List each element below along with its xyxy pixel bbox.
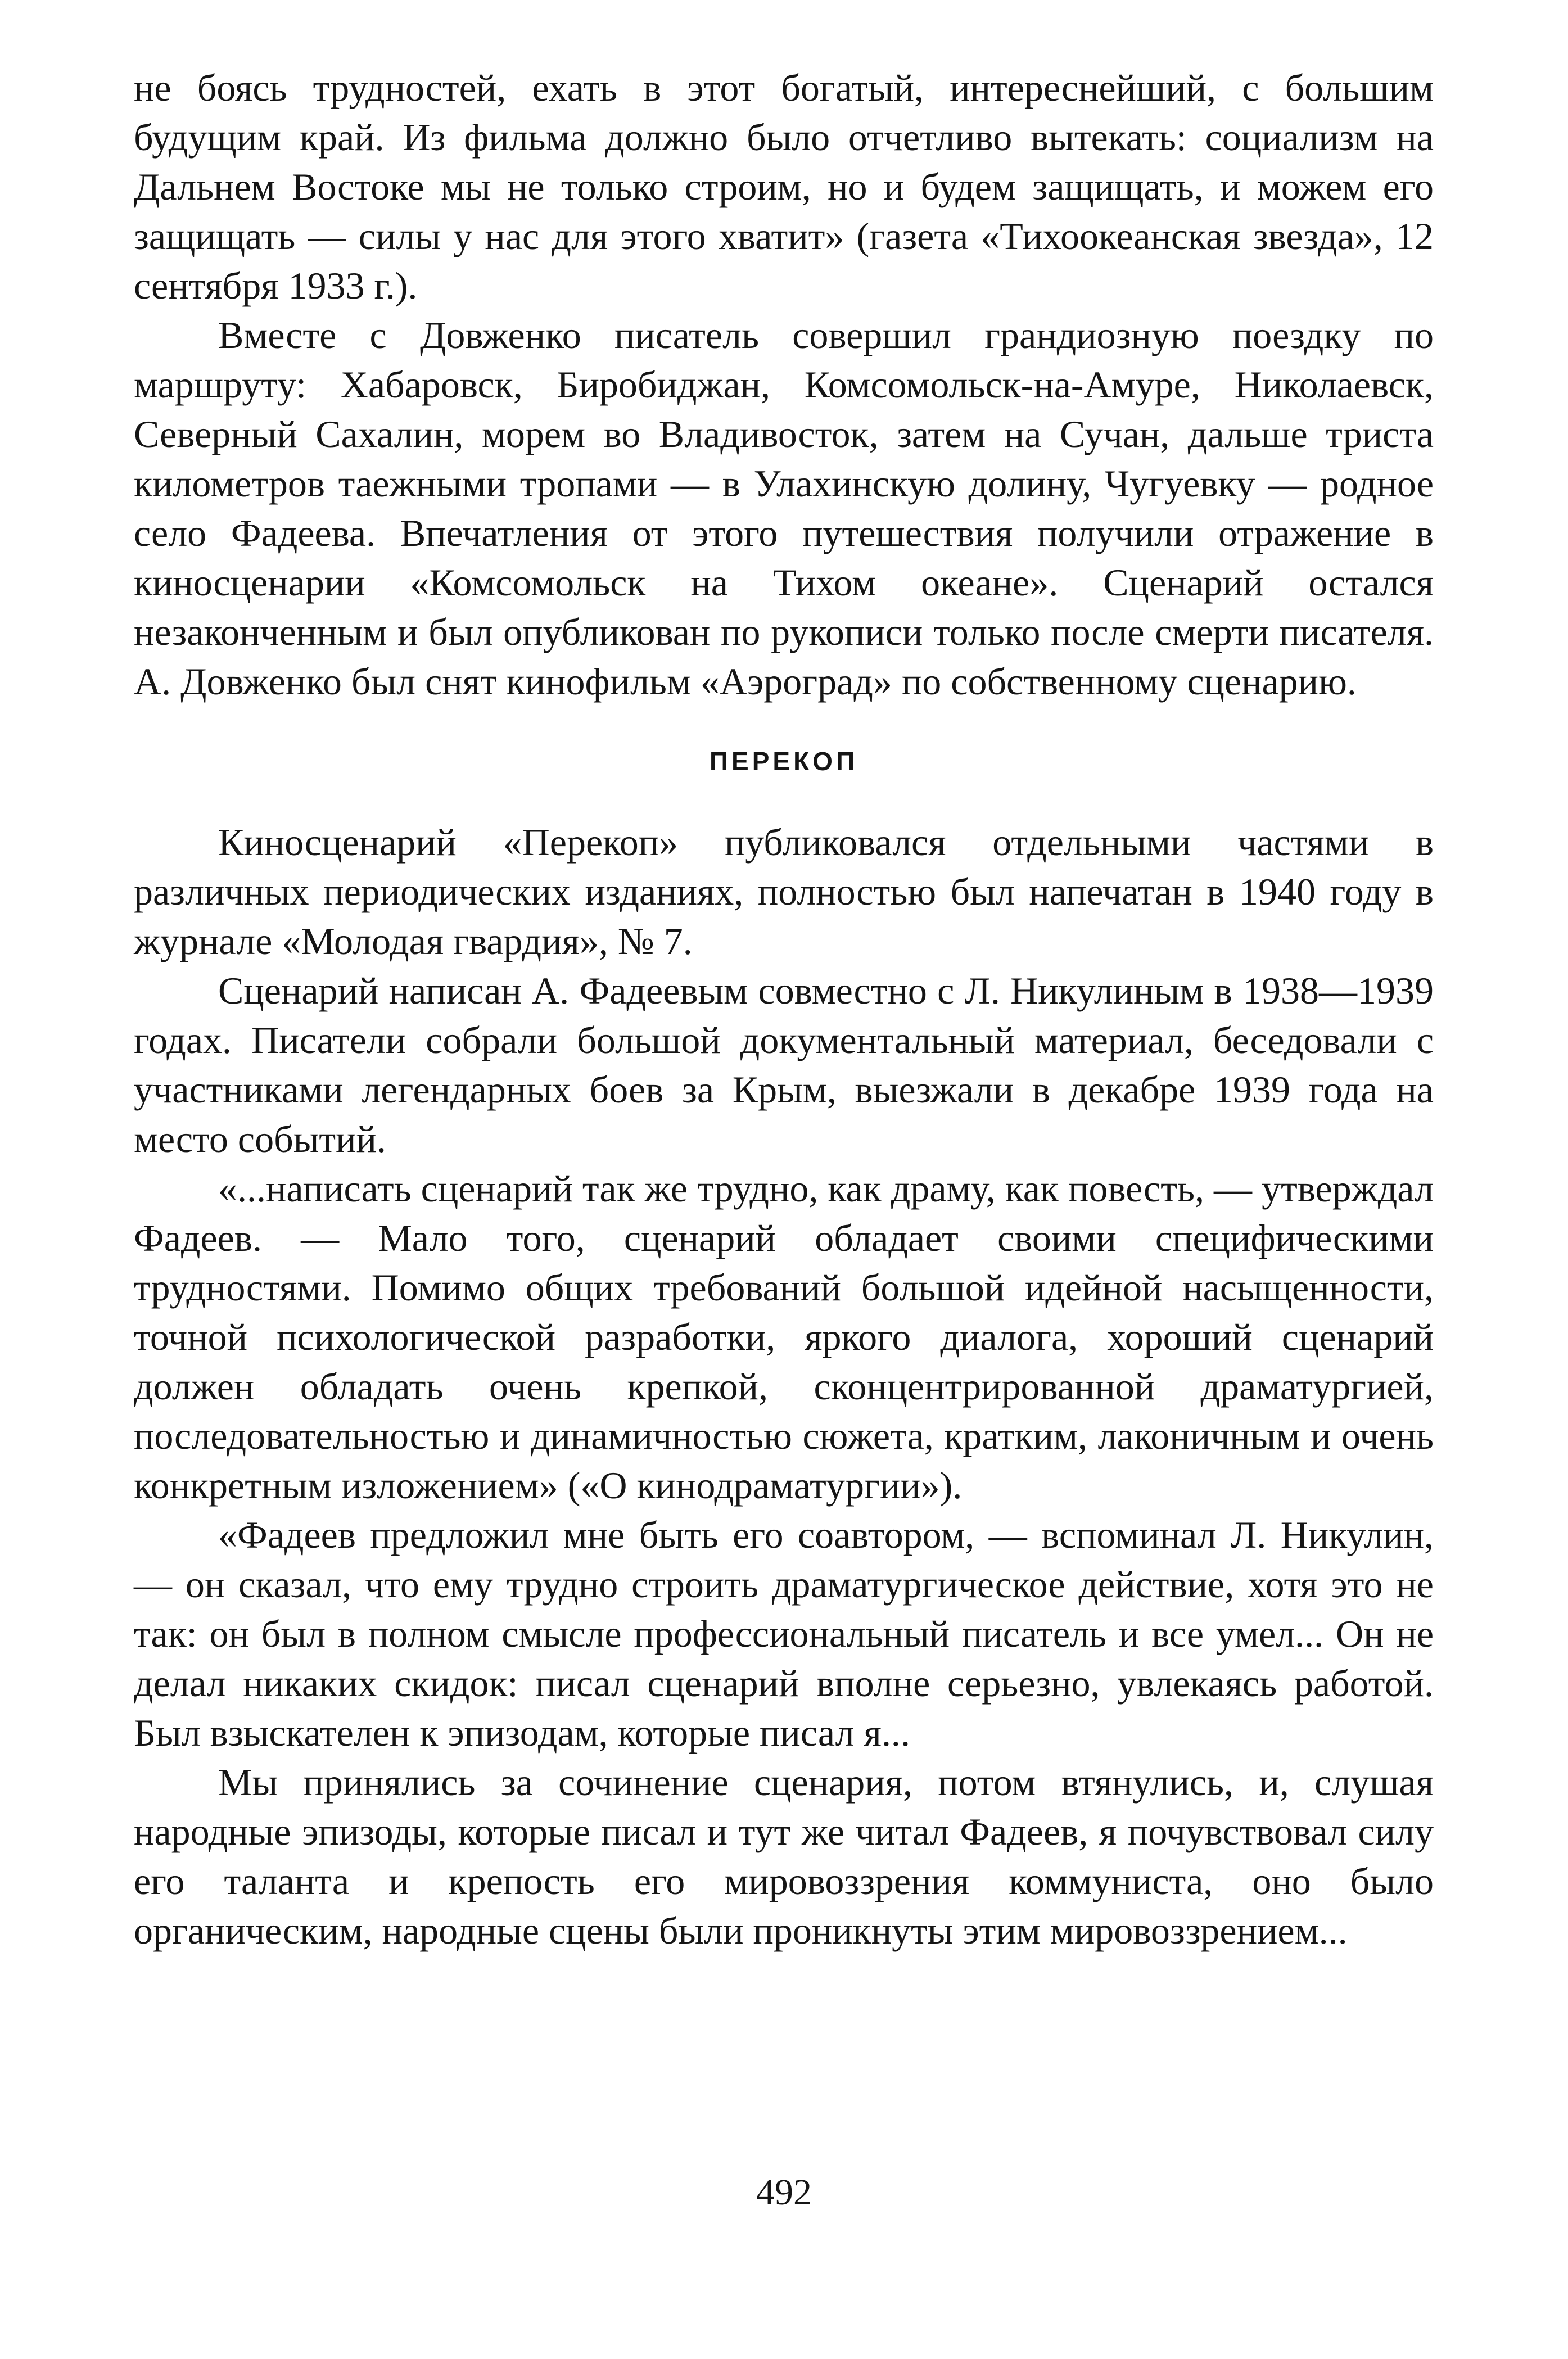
page-number: 492 [756, 2172, 812, 2213]
paragraph-publication: Киносценарий «Перекоп» публиковался отдельными частями в различных периодических изданиях, полностью был напечатан в 1940 году в журнале «Молодая гвардия», № 7. [134, 821, 1434, 962]
paragraph-continuation: не боясь трудностей, ехать в этот богатый, интереснейший, с большим будущим край. Из фильма должно было отчетливо вытекать: социализм на Дальнем Востоке мы не только строим, но и будем защищать, и можем его защищать — силы у нас для этого хватит» (газета «Тихоокеанская звезда», 12 сентября 1933 г.). [134, 66, 1434, 307]
paragraph-coauthors: Сценарий написан А. Фадеевым совместно с Л. Никулиным в 1938—1939 годах. Писатели собрали большой документальный материал, беседовали с участниками легендарных боев за Крым, выезжали в декабре 1939 года на место событий. [134, 969, 1434, 1160]
section-heading: ПЕРЕКОП [709, 747, 858, 776]
paragraph-nikulin-memoir-continued: Мы принялись за сочинение сценария, потом втянулись, и, слушая народные эпизоды, которые писал и тут же читал Фадеев, я почувствовал силу его таланта и крепость его мировоззрения коммуниста, оно было органическим, народные сцены были проникнуты этим мировоззрением... [134, 1761, 1434, 1952]
paragraph-fadeev-quote: «...написать сценарий так же трудно, как драму, как повесть, — утверждал Фадеев. — Мало того, сценарий обладает своими специфическими трудностями. Помимо общих требований большой идейной насыщенности, точной психологической разработки, яркого диалога, хороший сценарий должен обладать очень крепкой, сконцентрированной драматургией, последовательностью и динамичностью сюжета, кратким, лаконичным и очень конкретным изложением» («О кинодраматургии»). [134, 1167, 1434, 1507]
paragraph-nikulin-memoir: «Фадеев предложил мне быть его соавтором, — вспоминал Л. Никулин, — он сказал, что ему трудно строить драматургическое действие, хотя это не так: он был в полном смысле профессиональный писатель и все умел... Он не делал никаких скидок: писал сценарий вполне серьезно, увлекаясь работой. Был взыскателен к эпизодам, которые писал я... [134, 1513, 1434, 1754]
paragraph-dovzhenko-trip: Вместе с Довженко писатель совершил грандиозную поездку по маршруту: Хабаровск, Биробиджан, Комсомольск-на-Амуре, Николаевск, Северный Сахалин, морем во Владивосток, затем на Сучан, дальше триста километров таежными тропами — в Улахинскую долину, Чугуевку — родное село Фадеева. Впечатления от этого путешествия получили отражение в киносценарии «Комсомольск на Тихом океане». Сценарий остался незаконченным и был опубликован по рукописи только после смерти писателя. А. Довженко был снят кинофильм «Аэроград» по собственному сценарию. [134, 314, 1434, 703]
text-column [134, 63, 1434, 1955]
